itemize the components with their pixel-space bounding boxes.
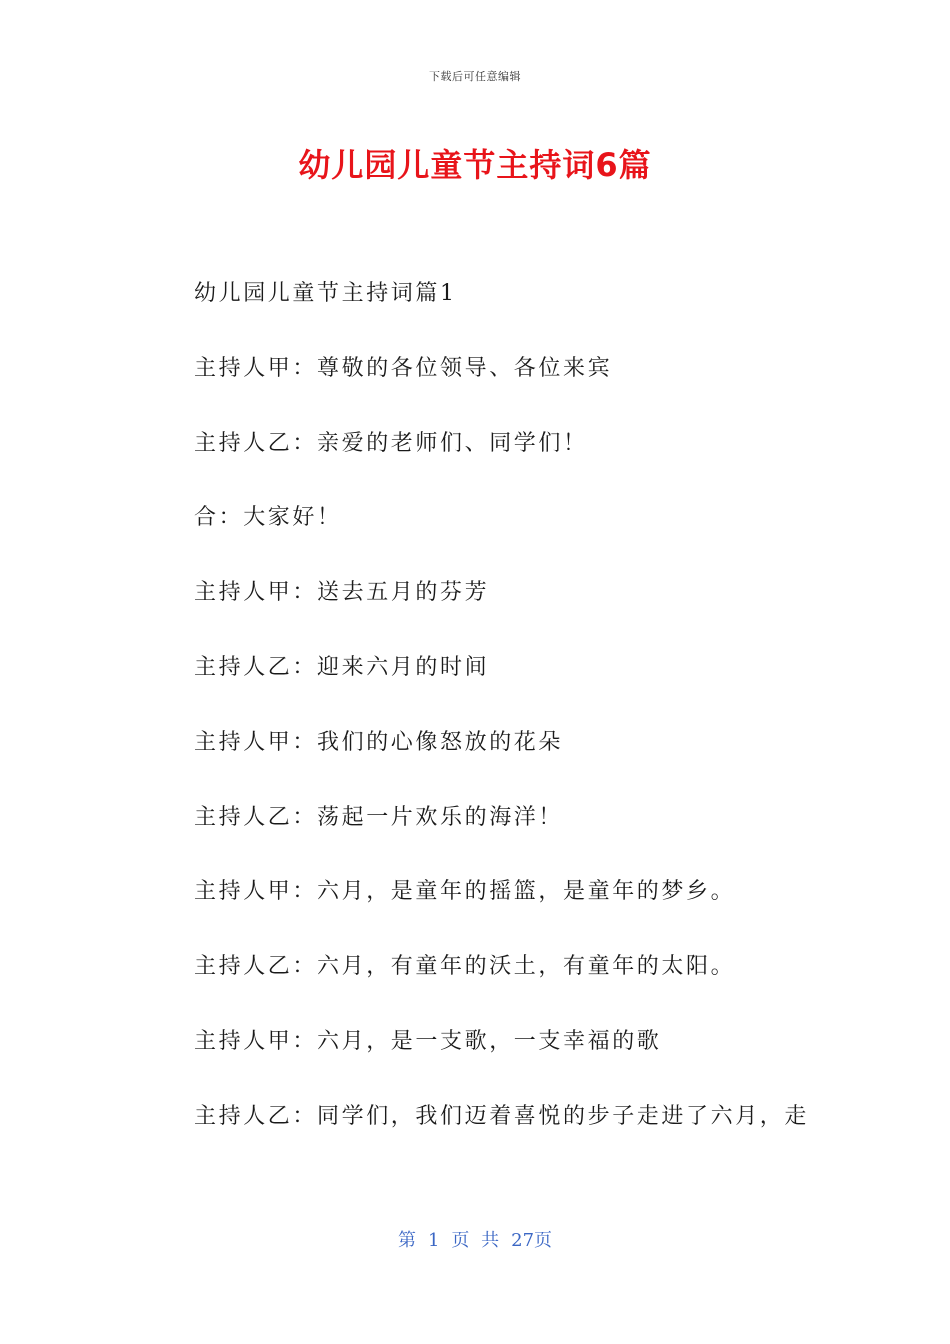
paragraph: 主持人乙：荡起一片欢乐的海洋！ (194, 804, 564, 830)
section-heading: 幼儿园儿童节主持词篇1 (194, 281, 457, 306)
paragraph: 主持人甲：尊敬的各位领导、各位来宾 (194, 355, 613, 381)
current-page-number: 1 (427, 1230, 440, 1251)
document-title: 幼儿园儿童节主持词6篇 (298, 146, 652, 184)
paragraph: 主持人乙：迎来六月的时间 (194, 654, 490, 680)
header-note: 下载后可任意编辑 (429, 70, 521, 83)
document-body (194, 279, 814, 1177)
paragraph: 主持人甲：送去五月的芬芳 (194, 580, 490, 606)
footer-middle: 页 共 (451, 1230, 500, 1251)
total-pages: 27页 (511, 1230, 553, 1251)
paragraph: 主持人甲：六月，是童年的摇篮，是童年的梦乡。 (194, 879, 736, 905)
footer-prefix: 第 (397, 1230, 416, 1251)
paragraph: 主持人乙：同学们，我们迈着喜悦的步子走进了六月，走 (194, 1103, 810, 1129)
paragraph: 合：大家好！ (194, 505, 342, 531)
paragraph: 主持人甲：六月，是一支歌，一支幸福的歌 (194, 1028, 662, 1054)
paragraph: 主持人甲：我们的心像怒放的花朵 (194, 729, 564, 755)
page-footer (0, 1226, 950, 1252)
paragraph: 主持人乙：亲爱的老师们、同学们！ (194, 430, 588, 456)
paragraph: 主持人乙：六月，有童年的沃土，有童年的太阳。 (194, 954, 736, 980)
